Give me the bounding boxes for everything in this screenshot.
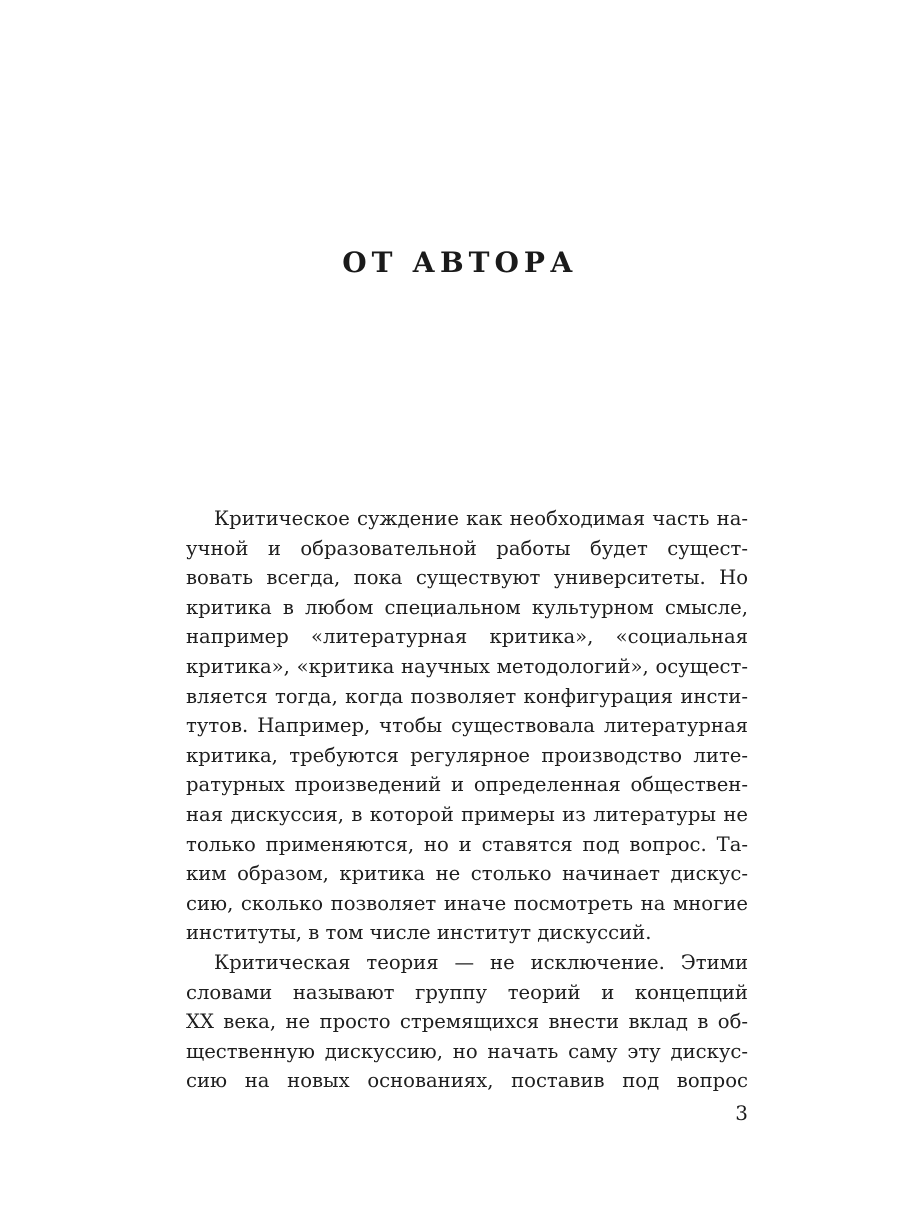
text-line: учной и образовательной работы будет сущест- [186,536,748,560]
text-line: тутов. Например, чтобы существовала литературная [186,714,748,738]
text-line: Критическое суждение как необходимая часть на- [214,507,748,530]
text-line: сию, сколько позволяет иначе посмотреть на многие [186,891,748,915]
text-line: вляется тогда, когда позволяет конфигурация инсти- [186,684,748,708]
text-line: ратурных произведений и определенная обществен- [186,773,748,797]
text-line: сию на новых основаниях, поставив под вопрос [186,1069,748,1093]
text-line: институты, в том числе институт дискуссий. [186,921,652,945]
text-line: словами называют группу теорий и концепций [186,980,748,1004]
text-line: вовать всегда, пока существуют университеты. Но [186,566,748,590]
text-line: ким образом, критика не столько начинает дискус- [186,862,748,886]
text-line: XX века, не просто стремящихся внести вклад в об- [186,1010,748,1034]
text-line: щественную дискуссию, но начать саму эту дискус- [186,1039,748,1063]
text-line: только применяются, но и ставятся под вопрос. Та- [186,832,748,856]
page-number: 3 [735,1101,748,1125]
text-line: критика», «критика научных методологий», осущест- [186,654,748,678]
text-line: например «литературная критика», «социальная [186,625,748,649]
text-line: Критическая теория — не исключение. Этими [214,950,748,974]
text-line: критика в любом специальном культурном смысле, [186,595,748,619]
text-line: ная дискуссия, в которой примеры из литературы не [186,802,748,826]
text-line: критика, требуются регулярное производство лите- [186,743,748,767]
chapter-heading: ОТ АВТОРА [342,246,578,279]
body-text [186,504,748,1096]
